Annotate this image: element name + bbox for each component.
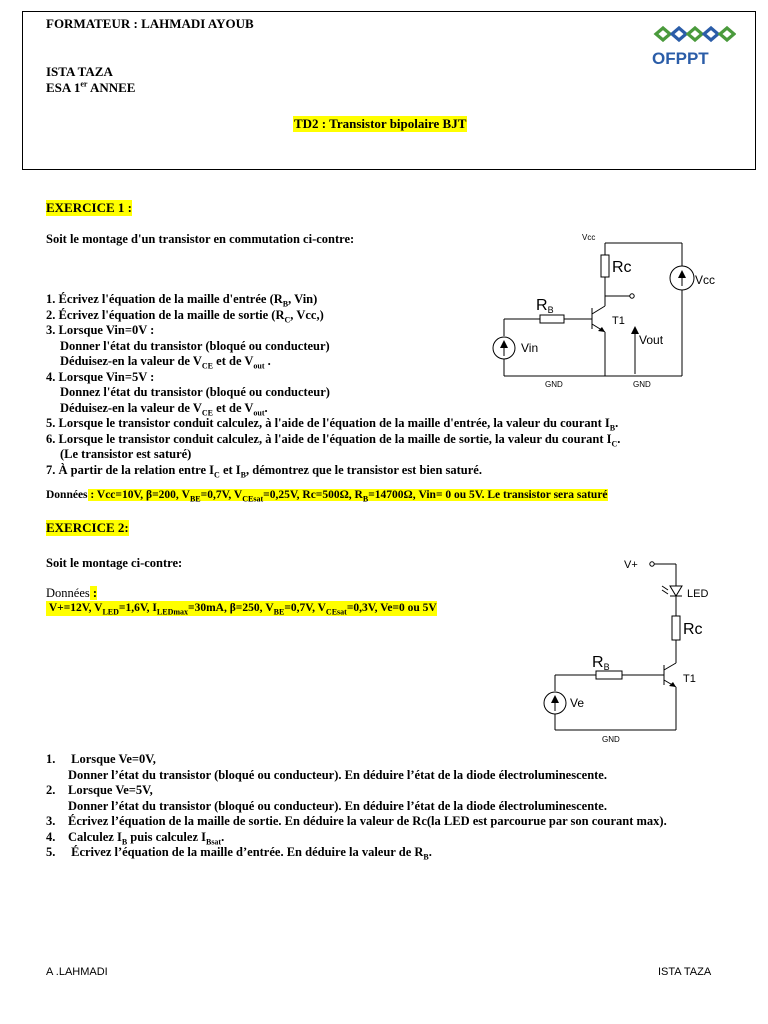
svg-text:Vout: Vout bbox=[639, 333, 664, 347]
rb2-label: RB bbox=[592, 654, 610, 672]
ex1-q1: 1. Écrivez l'équation de la maille d'entrée ($R_B$, Vin) bbox=[46, 292, 318, 309]
school-name: ISTA TAZA bbox=[46, 64, 113, 79]
ex1-questions: 1. Écrivez l'équation de la maille d'entrée ($R_B$, Vin) 2. Écrivez l'équation de la maille de sortie ($R_C$, Vcc,) 3. Lorsque Vin=0V : Donner l'état du transistor (bloqué ou conducteur) Déduisez-en la valeur de $V_{CE}$ et de $V_{out}$ . 4. Lorsque Vin=5V : Donnez l'état du transistor (bloqué ou conducteur) Déduisez-en la valeur de $V_{CE}$ et de $V_{out}$. 5. Lorsque le transistor conduit calculez, à l'aide de l'équation de la maille d'entrée, la valeur du courant $I_B$. 6. Lorsque le transistor conduit calculez, à l'aide de l'équation de la maille de sortie, la valeur du courant $I_C$. (Le transistor est saturé) 7. À partir de la relation entre $I_C$ et $I_B$, démontrez que le transistor est bien saturé. bbox=[46, 292, 726, 478]
ex1-heading: EXERCICE 1 : bbox=[46, 200, 132, 215]
document-title: TD2 : Transistor bipolaire BJT bbox=[294, 116, 467, 131]
svg-text:GND: GND bbox=[602, 735, 620, 744]
ex1-donnees: Données : Vcc=10V, β=200, $V_{BE}=0,7V$, $V_{CEsat}=0,25V$, Rc=500Ω, $R_B=14700\Omega$, Vin= 0 ou 5V. Le transistor sera saturé bbox=[46, 489, 608, 504]
svg-text:LED: LED bbox=[687, 588, 709, 600]
svg-text:GND: GND bbox=[545, 380, 563, 389]
ex1-q2: 2. Écrivez l'équation de la maille de sortie ($R_C$, Vcc,) bbox=[46, 307, 324, 324]
ex1-q4: 4. Lorsque Vin=5V : bbox=[46, 369, 155, 384]
ex2-q2: 2. Lorsque Ve=5V, bbox=[46, 783, 153, 797]
ex1-q6: 6. Lorsque le transistor conduit calculez, à l'aide de l'équation de la maille de sortie, la valeur du courant $I_C$. bbox=[46, 431, 621, 448]
svg-text:Vcc: Vcc bbox=[582, 233, 596, 242]
svg-text:T1: T1 bbox=[683, 673, 696, 685]
ex2-intro: Soit le montage ci-contre: bbox=[46, 556, 183, 570]
ex2-q3: 3. Écrivez l’équation de la maille de sortie. En déduire la valeur de Rc(la LED est parcourue par son courant max). bbox=[46, 814, 667, 828]
circuit-2 bbox=[540, 556, 730, 746]
logo-text: OFPPT bbox=[652, 49, 709, 68]
ex2-q4: 4. Calculez $I_B$ puis calculez $I_{Bsat}$. bbox=[46, 829, 225, 846]
svg-text:V+: V+ bbox=[624, 559, 638, 571]
ex2-questions: 1. Lorsque Ve=0V, Donner l’état du transistor (bloqué ou conducteur). En déduire l’état de la diode électroluminescente. 2. Lorsque Ve=5V, Donner l’état du transistor (bloqué ou conducteur). En déduire l’état de la diode électroluminescente. 3. Écrivez l’équation de la maille de sortie. En déduire la valeur de Rc(la LED est parcourue par son courant max). 4. Calculez $I_B$ puis calculez $I_{Bsat}$. 5. Écrivez l’équation de la maille d’entrée. En déduire la valeur de $R_B$. bbox=[46, 752, 746, 861]
trainer-name: FORMATEUR : LAHMADI AYOUB bbox=[46, 16, 254, 31]
ex2-donnees: V+=12V, $V_{LED}=1,6V$, $I_{LEDmax}=30mA$, β=250, $V_{BE}=0,7V$, $V_{CEsat}=0,3V$, Ve=0 ou 5V bbox=[46, 602, 437, 617]
rb-label: RB bbox=[536, 297, 554, 315]
ex2-heading: EXERCICE 2: bbox=[46, 520, 129, 535]
ex1-intro: Soit le montage d'un transistor en commutation ci-contre: bbox=[46, 232, 355, 246]
class-level: ESA 1er ANNEE bbox=[46, 79, 136, 95]
footer-left: A .LAHMADI bbox=[46, 966, 108, 978]
svg-text:GND: GND bbox=[633, 380, 651, 389]
ex2-q1: 1. Lorsque Ve=0V, bbox=[46, 752, 156, 766]
circuit-1 bbox=[490, 228, 730, 393]
svg-text:Rc: Rc bbox=[612, 259, 632, 276]
footer-right: ISTA TAZA bbox=[658, 966, 712, 978]
ex2-q5: 5. Écrivez l’équation de la maille d’entrée. En déduire la valeur de $R_B$. bbox=[46, 845, 432, 862]
ex2-donnees-label: Données : bbox=[46, 586, 98, 600]
ex1-q7: 7. À partir de la relation entre $I_C$ et $I_B$, démontrez que le transistor est bien saturé. bbox=[46, 462, 482, 479]
svg-text:Ve: Ve bbox=[570, 696, 585, 710]
ofppt-logo bbox=[650, 22, 736, 68]
svg-text:Vin: Vin bbox=[521, 341, 539, 355]
svg-text:T1: T1 bbox=[612, 315, 625, 327]
ex1-q5: 5. Lorsque le transistor conduit calculez, à l'aide de l'équation de la maille d'entrée, la valeur du courant $I_B$. bbox=[46, 416, 619, 433]
ex1-q3: 3. Lorsque Vin=0V : bbox=[46, 323, 155, 337]
svg-text:Vcc: Vcc bbox=[695, 273, 716, 287]
svg-text:Rc: Rc bbox=[683, 621, 703, 638]
